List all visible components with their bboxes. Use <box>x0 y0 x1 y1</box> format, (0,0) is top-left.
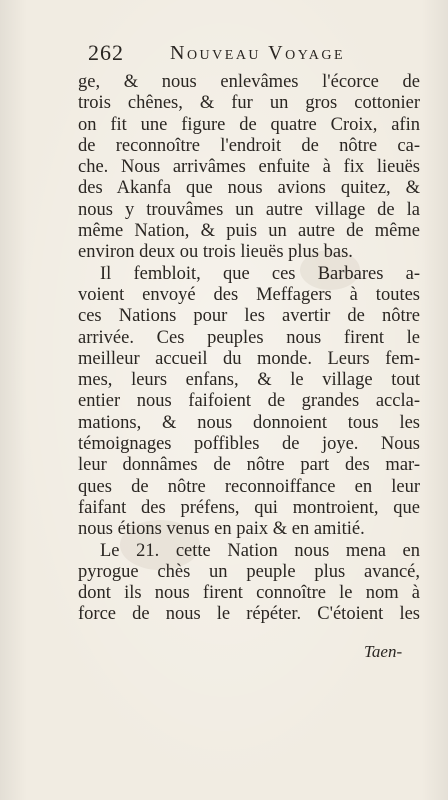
text-line: mes, leurs enfans, & le village tout <box>78 370 420 391</box>
text-line: ces Nations pour les avertir de nôtre <box>78 306 420 327</box>
text-line: che. Nous arrivâmes enfuite à fix lieuës <box>78 157 420 178</box>
text-line: nous étions venus en paix & en amitié. <box>78 519 365 540</box>
text-line: voient envoyé des Meffagers à toutes <box>78 284 420 305</box>
text-line: entier nous faifoient de grandes accla- <box>78 391 420 412</box>
text-line: trois chênes, & fur un gros cottonier <box>78 93 420 114</box>
text-line: ge, & nous enlevâmes l'écorce de <box>78 72 420 92</box>
text-line: même Nation, & puis un autre de même <box>78 221 420 242</box>
text-line: force de nous le répéter. C'étoient les <box>78 604 420 625</box>
text-line: des Akanfa que nous avions quitez, & <box>78 178 420 199</box>
catchword: Taen- <box>364 642 403 661</box>
page-number: 262 <box>88 40 124 65</box>
text-line: mations, & nous donnoient tous les <box>78 412 420 433</box>
text-line: pyrogue chès un peuple plus avancé, <box>78 561 420 582</box>
text-line: nous y trouvâmes un autre village de la <box>78 199 420 220</box>
text-line: Il fembloit, que ces Barbares a- <box>100 263 420 284</box>
text-line: de reconnoître l'endroit de nôtre ca- <box>78 135 420 156</box>
text-line: environ deux ou trois lieuës plus bas. <box>78 242 353 263</box>
text-line: ques de nôtre reconnoiffance en leur <box>78 476 420 497</box>
text-line: meilleur accueil du monde. Leurs fem- <box>78 348 420 369</box>
text-line: dont ils nous firent connoître le nom à <box>78 583 420 604</box>
text-line: témoignages poffibles de joye. Nous <box>78 434 420 455</box>
body-text <box>78 72 420 626</box>
running-head: Nouveau Voyage <box>170 42 346 64</box>
page-header <box>88 40 398 66</box>
text-line: on fit une figure de quatre Croix, afin <box>78 114 420 135</box>
text-line: Le 21. cette Nation nous mena en <box>100 540 420 561</box>
text-line: arrivée. Ces peuples nous firent le <box>78 327 420 348</box>
text-line: leur donnâmes de nôtre part des mar- <box>78 455 420 476</box>
text-line: faifant des préfens, qui montroient, que <box>78 497 420 518</box>
